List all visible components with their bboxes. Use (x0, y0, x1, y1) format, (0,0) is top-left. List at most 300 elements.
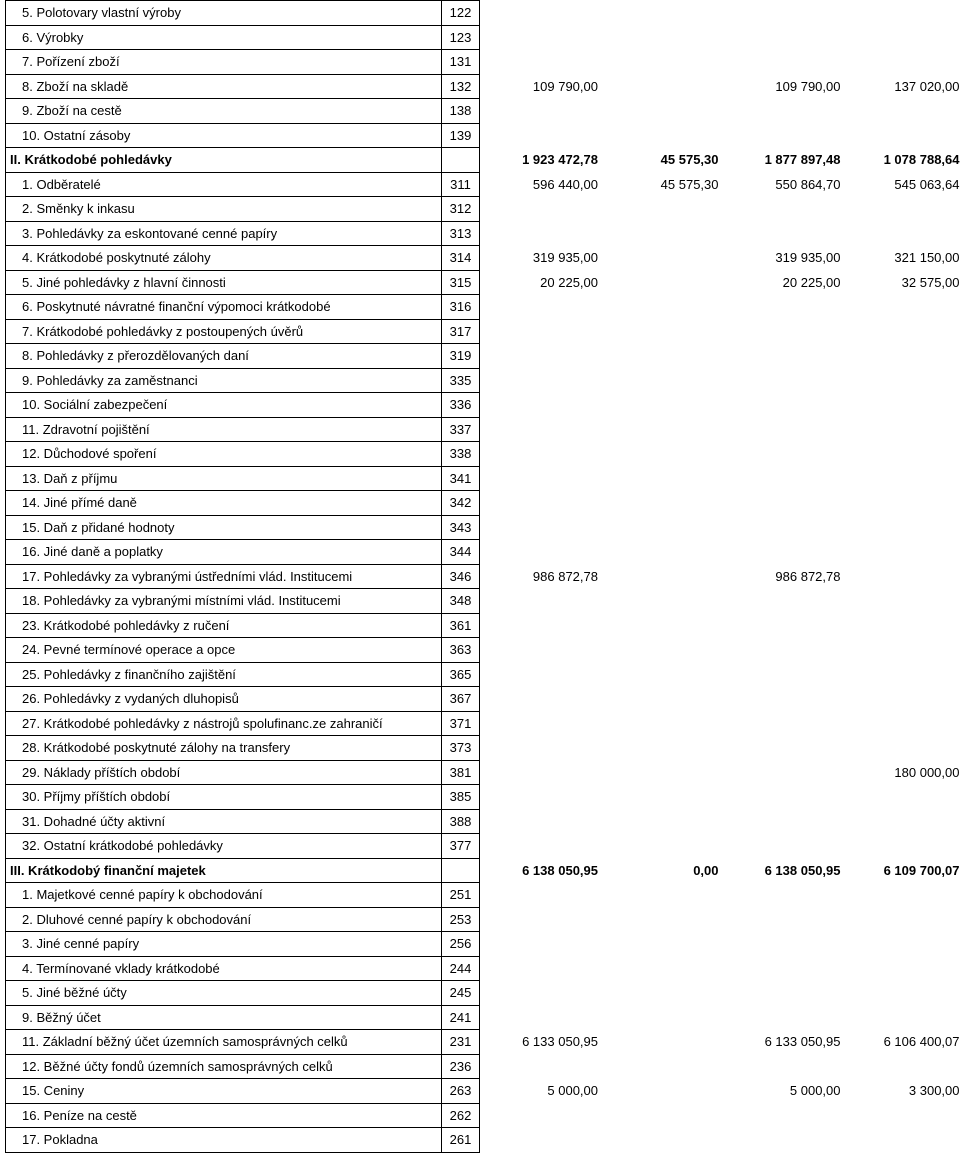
row-net-value (722, 123, 844, 148)
row-name: 10. Ostatní zásoby (6, 123, 442, 148)
table-row (6, 638, 960, 663)
row-account-code: 373 (442, 736, 480, 761)
row-previous-period-value: 6 106 400,07 (883, 1034, 960, 1050)
row-gross-value (480, 1005, 602, 1030)
row-name: 9. Pohledávky za zaměstnanci (6, 368, 442, 393)
row-correction-value (602, 344, 722, 369)
row-name: 13. Daň z příjmu (6, 466, 442, 491)
table-row (6, 883, 960, 908)
row-gross-value (480, 687, 602, 712)
row-previous-period-value (844, 662, 960, 687)
row-correction-value (602, 491, 722, 516)
row-name: 7. Krátkodobé pohledávky z postoupených úvěrů (6, 319, 442, 344)
row-previous-period-value (844, 1128, 960, 1153)
row-gross-value (480, 1103, 602, 1128)
row-account-code: 365 (442, 662, 480, 687)
row-correction-value (602, 368, 722, 393)
row-correction-value (602, 1030, 722, 1055)
row-previous-period-value (844, 442, 960, 467)
row-net-value (722, 662, 844, 687)
row-net-value (722, 687, 844, 712)
row-net-value (722, 981, 844, 1006)
row-gross-value (480, 393, 602, 418)
row-net-value (722, 319, 844, 344)
row-correction-value (602, 687, 722, 712)
section-row (6, 858, 960, 883)
row-correction-value (602, 956, 722, 981)
row-net-value (722, 613, 844, 638)
row-gross-value (480, 50, 602, 75)
row-previous-period-value (844, 515, 960, 540)
row-gross-value (480, 466, 602, 491)
row-account-code: 131 (442, 50, 480, 75)
row-account-code: 336 (442, 393, 480, 418)
row-gross-value (480, 662, 602, 687)
row-name: 1. Majetkové cenné papíry k obchodování (6, 883, 442, 908)
row-account-code: 343 (442, 515, 480, 540)
row-name: 24. Pevné termínové operace a opce (6, 638, 442, 663)
row-previous-period-value (844, 809, 960, 834)
row-net-value (722, 809, 844, 834)
row-gross-value (480, 760, 602, 785)
row-net-value (722, 417, 844, 442)
row-previous-period-value (844, 50, 960, 75)
row-correction-value (602, 270, 722, 295)
row-previous-period-value (844, 589, 960, 614)
row-account-code: 123 (442, 25, 480, 50)
row-previous-period-value (844, 1103, 960, 1128)
table-row (6, 123, 960, 148)
row-net-value: 6 133 050,95 (764, 1034, 841, 1050)
row-previous-period-value (844, 956, 960, 981)
row-account-code: 342 (442, 491, 480, 516)
row-previous-period-value (844, 344, 960, 369)
row-correction-value (602, 809, 722, 834)
row-previous-period-value (844, 981, 960, 1006)
row-gross-value (480, 221, 602, 246)
row-previous-period-value (844, 711, 960, 736)
row-name: 8. Zboží na skladě (6, 74, 442, 99)
row-previous-period-value (844, 932, 960, 957)
row-account-code: 337 (442, 417, 480, 442)
row-name: 3. Pohledávky za eskontované cenné papíry (6, 221, 442, 246)
row-net-value (722, 907, 844, 932)
table-row (6, 564, 960, 589)
row-correction-value (602, 221, 722, 246)
row-account-code: 381 (442, 760, 480, 785)
row-account-code: 231 (442, 1030, 480, 1055)
row-correction-value (602, 736, 722, 761)
row-account-code: 319 (442, 344, 480, 369)
row-net-value (722, 221, 844, 246)
row-name: 15. Daň z přidané hodnoty (6, 515, 442, 540)
table-row (6, 442, 960, 467)
row-account-code: 256 (442, 932, 480, 957)
table-row (6, 172, 960, 197)
row-name: 9. Zboží na cestě (6, 99, 442, 124)
row-account-code: 385 (442, 785, 480, 810)
table-row (6, 981, 960, 1006)
row-net-value (722, 99, 844, 124)
row-correction-value (602, 393, 722, 418)
row-correction-value (602, 760, 722, 785)
row-account-code: 132 (442, 74, 480, 99)
table-row (6, 613, 960, 638)
row-net-value (722, 466, 844, 491)
row-name: 11. Základní běžný účet územních samosprávných celků (6, 1030, 442, 1055)
row-gross-value: 6 138 050,95 (522, 862, 598, 878)
row-name: 28. Krátkodobé poskytnuté zálohy na transfery (6, 736, 442, 761)
row-net-value (722, 393, 844, 418)
section-row (6, 148, 960, 173)
row-correction-value: 45 575,30 (660, 176, 719, 192)
row-previous-period-value (844, 25, 960, 50)
row-name: 25. Pohledávky z finančního zajištění (6, 662, 442, 687)
table-row (6, 809, 960, 834)
row-account-code: 335 (442, 368, 480, 393)
row-gross-value (480, 711, 602, 736)
row-previous-period-value (844, 638, 960, 663)
row-name: 5. Polotovary vlastní výroby (6, 1, 442, 26)
row-account-code: 344 (442, 540, 480, 565)
row-previous-period-value (844, 393, 960, 418)
row-net-value (722, 736, 844, 761)
row-previous-period-value (844, 1054, 960, 1079)
table-row (6, 344, 960, 369)
row-net-value (722, 1005, 844, 1030)
row-correction-value (602, 932, 722, 957)
row-name: 7. Pořízení zboží (6, 50, 442, 75)
row-net-value: 1 877 897,48 (764, 152, 841, 168)
row-account-code (442, 858, 480, 883)
row-correction-value (602, 197, 722, 222)
row-name: 16. Peníze na cestě (6, 1103, 442, 1128)
table-row (6, 736, 960, 761)
row-account-code: 377 (442, 834, 480, 859)
row-account-code: 263 (442, 1079, 480, 1104)
row-name: 32. Ostatní krátkodobé pohledávky (6, 834, 442, 859)
row-previous-period-value (844, 540, 960, 565)
row-previous-period-value (844, 564, 960, 589)
row-gross-value: 5 000,00 (547, 1083, 598, 1099)
table-row (6, 74, 960, 99)
table-row (6, 540, 960, 565)
row-net-value (722, 638, 844, 663)
row-correction-value (602, 1, 722, 26)
row-correction-value (602, 1128, 722, 1153)
row-name: 4. Termínované vklady krátkodobé (6, 956, 442, 981)
row-previous-period-value (844, 123, 960, 148)
table-row (6, 197, 960, 222)
row-correction-value: 45 575,30 (660, 152, 719, 168)
row-net-value: 20 225,00 (782, 274, 841, 290)
row-net-value (722, 711, 844, 736)
row-name: 2. Směnky k inkasu (6, 197, 442, 222)
row-previous-period-value (844, 785, 960, 810)
row-previous-period-value: 137 020,00 (894, 78, 960, 94)
row-net-value (722, 540, 844, 565)
row-gross-value (480, 319, 602, 344)
row-name: 15. Ceniny (6, 1079, 442, 1104)
row-gross-value (480, 491, 602, 516)
row-correction-value (602, 295, 722, 320)
row-previous-period-value (844, 736, 960, 761)
row-previous-period-value (844, 221, 960, 246)
row-account-code: 361 (442, 613, 480, 638)
row-net-value (722, 1103, 844, 1128)
row-gross-value (480, 417, 602, 442)
row-net-value: 550 864,70 (775, 176, 841, 192)
row-name: 17. Pokladna (6, 1128, 442, 1153)
row-correction-value (602, 883, 722, 908)
row-net-value (722, 760, 844, 785)
row-previous-period-value (844, 687, 960, 712)
row-net-value (722, 50, 844, 75)
row-net-value (722, 344, 844, 369)
table-row (6, 99, 960, 124)
table-row (6, 270, 960, 295)
row-name: II. Krátkodobé pohledávky (6, 148, 442, 173)
row-account-code: 261 (442, 1128, 480, 1153)
row-account-code: 236 (442, 1054, 480, 1079)
table-row (6, 515, 960, 540)
row-name: 5. Jiné pohledávky z hlavní činnosti (6, 270, 442, 295)
row-account-code: 241 (442, 1005, 480, 1030)
row-net-value (722, 295, 844, 320)
row-previous-period-value (844, 907, 960, 932)
row-net-value: 109 790,00 (775, 78, 841, 94)
row-gross-value (480, 981, 602, 1006)
row-previous-period-value: 180 000,00 (894, 764, 960, 780)
row-name: 16. Jiné daně a poplatky (6, 540, 442, 565)
row-name: 29. Náklady příštích období (6, 760, 442, 785)
row-account-code: 138 (442, 99, 480, 124)
row-name: 27. Krátkodobé pohledávky z nástrojů spolufinanc.ze zahraničí (6, 711, 442, 736)
row-gross-value (480, 99, 602, 124)
row-name: 31. Dohadné účty aktivní (6, 809, 442, 834)
row-net-value (722, 1054, 844, 1079)
row-previous-period-value: 3 300,00 (908, 1083, 960, 1099)
row-account-code: 367 (442, 687, 480, 712)
row-account-code: 312 (442, 197, 480, 222)
row-account-code: 122 (442, 1, 480, 26)
row-previous-period-value (844, 99, 960, 124)
row-correction-value (602, 1054, 722, 1079)
row-gross-value (480, 736, 602, 761)
row-gross-value (480, 932, 602, 957)
row-gross-value (480, 834, 602, 859)
row-correction-value (602, 417, 722, 442)
row-correction-value: 0,00 (693, 862, 719, 878)
row-gross-value (480, 197, 602, 222)
row-net-value (722, 515, 844, 540)
row-correction-value (602, 50, 722, 75)
row-gross-value: 20 225,00 (540, 274, 598, 290)
row-account-code: 388 (442, 809, 480, 834)
row-name: 12. Důchodové spoření (6, 442, 442, 467)
row-net-value: 986 872,78 (775, 568, 841, 584)
row-correction-value (602, 589, 722, 614)
table-row (6, 932, 960, 957)
row-correction-value (602, 1103, 722, 1128)
row-account-code: 316 (442, 295, 480, 320)
row-previous-period-value (844, 613, 960, 638)
row-net-value (722, 589, 844, 614)
row-net-value: 5 000,00 (789, 1083, 841, 1099)
row-correction-value (602, 662, 722, 687)
table-row (6, 25, 960, 50)
table-row (6, 417, 960, 442)
row-name: 5. Jiné běžné účty (6, 981, 442, 1006)
row-name: 6. Poskytnuté návratné finanční výpomoci krátkodobé (6, 295, 442, 320)
row-account-code: 139 (442, 123, 480, 148)
row-gross-value (480, 442, 602, 467)
row-previous-period-value: 321 150,00 (894, 250, 960, 266)
table-row (6, 760, 960, 785)
row-correction-value (602, 1005, 722, 1030)
table-row (6, 589, 960, 614)
row-net-value (722, 197, 844, 222)
row-account-code: 341 (442, 466, 480, 491)
table-row (6, 491, 960, 516)
row-net-value: 319 935,00 (775, 250, 841, 266)
row-name: 23. Krátkodobé pohledávky z ručení (6, 613, 442, 638)
table-row (6, 393, 960, 418)
row-gross-value (480, 613, 602, 638)
row-net-value (722, 368, 844, 393)
row-net-value (722, 883, 844, 908)
row-gross-value (480, 540, 602, 565)
row-account-code: 371 (442, 711, 480, 736)
row-gross-value (480, 1054, 602, 1079)
table-row (6, 50, 960, 75)
table-row (6, 785, 960, 810)
table-row (6, 956, 960, 981)
row-name: 10. Sociální zabezpečení (6, 393, 442, 418)
row-gross-value (480, 344, 602, 369)
table-row (6, 687, 960, 712)
row-account-code: 244 (442, 956, 480, 981)
table-row (6, 1079, 960, 1104)
row-correction-value (602, 540, 722, 565)
row-correction-value (602, 246, 722, 271)
row-name: III. Krátkodobý finanční majetek (6, 858, 442, 883)
row-net-value (722, 785, 844, 810)
row-gross-value (480, 907, 602, 932)
row-account-code: 311 (442, 172, 480, 197)
row-net-value (722, 491, 844, 516)
row-net-value (722, 1128, 844, 1153)
row-correction-value (602, 834, 722, 859)
row-correction-value (602, 564, 722, 589)
row-gross-value (480, 956, 602, 981)
row-gross-value (480, 1, 602, 26)
row-net-value (722, 442, 844, 467)
row-correction-value (602, 785, 722, 810)
row-account-code (442, 148, 480, 173)
row-previous-period-value: 545 063,64 (894, 176, 960, 192)
row-account-code: 262 (442, 1103, 480, 1128)
table-row (6, 1103, 960, 1128)
row-gross-value (480, 638, 602, 663)
row-account-code: 245 (442, 981, 480, 1006)
row-correction-value (602, 25, 722, 50)
row-net-value (722, 1, 844, 26)
row-net-value (722, 932, 844, 957)
row-correction-value (602, 99, 722, 124)
row-previous-period-value (844, 883, 960, 908)
row-account-code: 315 (442, 270, 480, 295)
row-net-value (722, 956, 844, 981)
row-correction-value (602, 442, 722, 467)
row-previous-period-value (844, 1, 960, 26)
table-row (6, 1128, 960, 1153)
row-net-value (722, 25, 844, 50)
row-name: 17. Pohledávky za vybranými ústředními vlád. Institucemi (6, 564, 442, 589)
row-gross-value: 109 790,00 (532, 78, 598, 94)
table-row (6, 319, 960, 344)
row-account-code: 317 (442, 319, 480, 344)
row-name: 9. Běžný účet (6, 1005, 442, 1030)
row-gross-value: 1 923 472,78 (522, 152, 598, 168)
row-name: 18. Pohledávky za vybranými místními vlád. Institucemi (6, 589, 442, 614)
row-gross-value (480, 1128, 602, 1153)
row-account-code: 363 (442, 638, 480, 663)
table-row (6, 221, 960, 246)
row-gross-value (480, 295, 602, 320)
assets-table (5, 0, 960, 1153)
row-net-value: 6 138 050,95 (764, 862, 841, 878)
row-previous-period-value (844, 1005, 960, 1030)
table-row (6, 295, 960, 320)
row-correction-value (602, 1079, 722, 1104)
row-name: 3. Jiné cenné papíry (6, 932, 442, 957)
table-row (6, 834, 960, 859)
table-row (6, 1005, 960, 1030)
row-previous-period-value (844, 417, 960, 442)
row-account-code: 346 (442, 564, 480, 589)
row-name: 26. Pohledávky z vydaných dluhopisů (6, 687, 442, 712)
row-previous-period-value: 1 078 788,64 (883, 152, 960, 168)
row-name: 11. Zdravotní pojištění (6, 417, 442, 442)
row-correction-value (602, 907, 722, 932)
row-correction-value (602, 638, 722, 663)
row-account-code: 314 (442, 246, 480, 271)
row-correction-value (602, 466, 722, 491)
row-previous-period-value (844, 197, 960, 222)
row-gross-value (480, 589, 602, 614)
row-correction-value (602, 319, 722, 344)
table-row (6, 466, 960, 491)
row-previous-period-value (844, 491, 960, 516)
row-previous-period-value (844, 319, 960, 344)
row-correction-value (602, 711, 722, 736)
row-previous-period-value (844, 466, 960, 491)
row-name: 30. Příjmy příštích období (6, 785, 442, 810)
row-correction-value (602, 515, 722, 540)
row-correction-value (602, 981, 722, 1006)
row-gross-value (480, 515, 602, 540)
row-correction-value (602, 74, 722, 99)
row-gross-value (480, 785, 602, 810)
row-previous-period-value: 32 575,00 (901, 274, 960, 290)
row-name: 12. Běžné účty fondů územních samosprávných celků (6, 1054, 442, 1079)
row-name: 8. Pohledávky z přerozdělovaných daní (6, 344, 442, 369)
row-gross-value (480, 123, 602, 148)
row-correction-value (602, 123, 722, 148)
row-previous-period-value: 6 109 700,07 (883, 862, 960, 878)
row-account-code: 253 (442, 907, 480, 932)
